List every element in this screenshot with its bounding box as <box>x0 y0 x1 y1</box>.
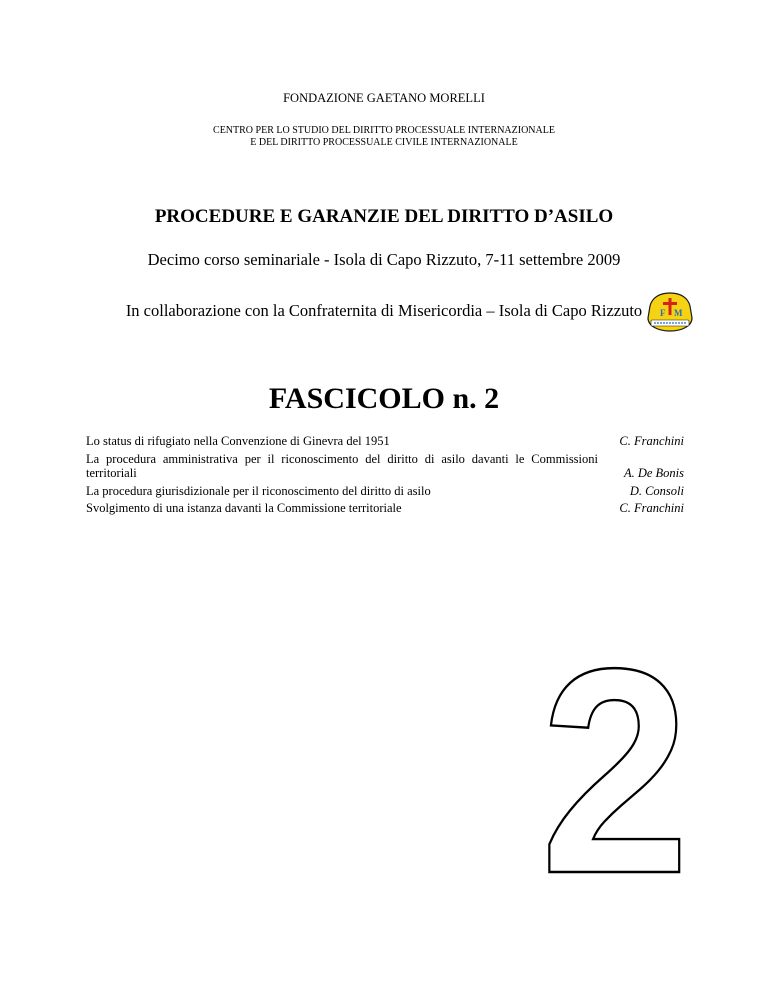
course-subtitle: Decimo corso seminariale - Isola di Capo Rizzuto, 7-11 settembre 2009 <box>147 250 621 269</box>
toc-title: La procedura giurisdizionale per il riconoscimento del diritto di asilo <box>86 483 431 498</box>
study-center-line-1: CENTRO PER LO STUDIO DEL DIRITTO PROCESSUALE INTERNAZIONALE <box>213 125 555 136</box>
toc-author: C. Franchini <box>619 501 684 515</box>
toc-row <box>86 434 684 449</box>
big-number-glyph: 2 <box>540 652 690 878</box>
study-center-line-2: E DEL DIRITTO PROCESSUALE CIVILE INTERNAZIONALE <box>250 137 518 148</box>
emblem-cross-vertical <box>669 298 672 315</box>
course-title: PROCEDURE E GARANZIE DEL DIRITTO D’ASILO <box>154 206 614 227</box>
collaboration-line: In collaborazione con la Confraternita di Misericordia – Isola di Capo Rizzuto <box>125 301 643 320</box>
toc-title: La procedura amministrativa per il riconoscimento del diritto di asilo davanti le Commissioni territoriali <box>86 451 598 480</box>
toc-title: Svolgimento di una istanza davanti la Commissione territoriale <box>86 501 402 515</box>
toc-row <box>86 452 684 481</box>
foundation-name: FONDAZIONE GAETANO MORELLI <box>283 91 485 105</box>
toc-author: D. Consoli <box>629 483 684 498</box>
toc-row <box>86 501 684 516</box>
fascicolo-title: FASCICOLO n. 2 <box>268 382 500 415</box>
toc-author: C. Franchini <box>619 434 684 448</box>
toc-row <box>86 484 684 499</box>
emblem-initial-m: M <box>674 308 683 318</box>
table-of-contents <box>86 434 684 519</box>
misericordia-cross-emblem-icon <box>644 292 696 332</box>
emblem-cross-horizontal <box>663 302 677 305</box>
toc-title: Lo status di rifugiato nella Convenzione di Ginevra del 1951 <box>86 434 390 448</box>
toc-author: A. De Bonis <box>623 466 684 480</box>
emblem-initial-f: F <box>660 308 666 318</box>
big-outlined-number <box>530 652 700 878</box>
